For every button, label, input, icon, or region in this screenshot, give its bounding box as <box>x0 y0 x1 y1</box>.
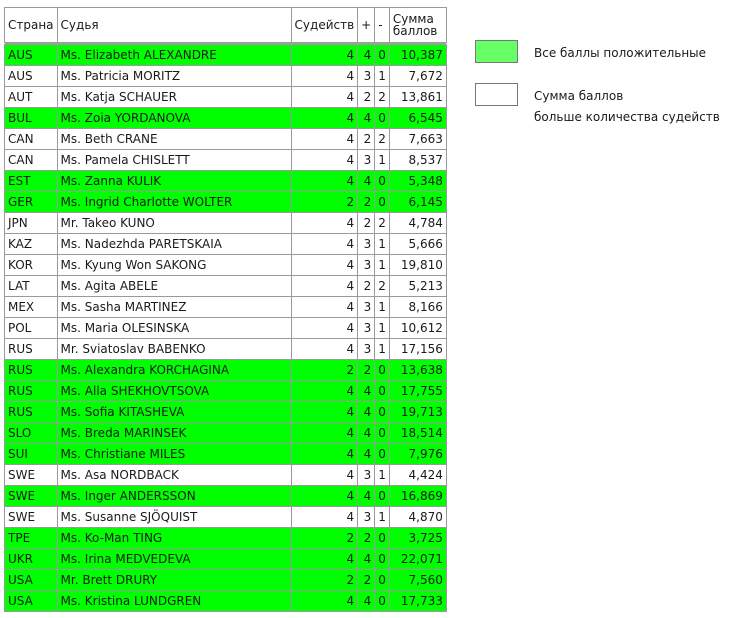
cell-country: CAN <box>5 150 58 171</box>
header-plus: + <box>358 8 375 43</box>
cell-plus: 4 <box>358 486 375 507</box>
table-row <box>5 318 447 339</box>
cell-judge: Ms. Elizabeth ALEXANDRE <box>57 45 291 66</box>
cell-count: 4 <box>291 486 358 507</box>
table-row <box>5 66 447 87</box>
cell-judge: Ms. Sofia KITASHEVA <box>57 402 291 423</box>
cell-judge: Ms. Susanne SJÖQUIST <box>57 507 291 528</box>
table-row <box>5 255 447 276</box>
table-row <box>5 381 447 402</box>
cell-minus: 0 <box>375 402 390 423</box>
cell-judge: Ms. Beth CRANE <box>57 129 291 150</box>
cell-minus: 0 <box>375 171 390 192</box>
header-judge: Судья <box>57 8 291 43</box>
legend-green-swatch <box>475 40 518 63</box>
cell-judge: Ms. Alexandra KORCHAGINA <box>57 360 291 381</box>
cell-judge: Ms. Agita ABELE <box>57 276 291 297</box>
cell-plus: 2 <box>358 213 375 234</box>
cell-sum: 6,145 <box>389 192 446 213</box>
cell-count: 4 <box>291 444 358 465</box>
cell-sum: 17,156 <box>389 339 446 360</box>
cell-count: 2 <box>291 528 358 549</box>
cell-judge: Mr. Sviatoslav BABENKO <box>57 339 291 360</box>
cell-plus: 4 <box>358 549 375 570</box>
cell-country: BUL <box>5 108 58 129</box>
cell-sum: 18,514 <box>389 423 446 444</box>
table-row <box>5 507 447 528</box>
cell-judge: Ms. Zanna KULIK <box>57 171 291 192</box>
cell-country: USA <box>5 591 58 612</box>
cell-minus: 0 <box>375 108 390 129</box>
cell-plus: 3 <box>358 465 375 486</box>
cell-country: SWE <box>5 465 58 486</box>
cell-plus: 2 <box>358 570 375 591</box>
cell-sum: 5,666 <box>389 234 446 255</box>
table-row <box>5 171 447 192</box>
cell-minus: 0 <box>375 423 390 444</box>
cell-minus: 2 <box>375 276 390 297</box>
cell-count: 4 <box>291 381 358 402</box>
cell-sum: 7,663 <box>389 129 446 150</box>
cell-country: KAZ <box>5 234 58 255</box>
cell-country: KOR <box>5 255 58 276</box>
cell-country: RUS <box>5 381 58 402</box>
cell-sum: 22,071 <box>389 549 446 570</box>
cell-plus: 4 <box>358 423 375 444</box>
legend-sum-text-line2: больше количества судейств <box>534 110 720 124</box>
cell-plus: 2 <box>358 276 375 297</box>
cell-judge: Ms. Alla SHEKHOVTSOVA <box>57 381 291 402</box>
cell-plus: 4 <box>358 108 375 129</box>
cell-minus: 1 <box>375 234 390 255</box>
cell-plus: 4 <box>358 381 375 402</box>
cell-plus: 3 <box>358 66 375 87</box>
cell-judge: Ms. Kristina LUNDGREN <box>57 591 291 612</box>
cell-plus: 3 <box>358 234 375 255</box>
cell-sum: 7,672 <box>389 66 446 87</box>
table-row <box>5 402 447 423</box>
cell-country: AUT <box>5 87 58 108</box>
cell-count: 4 <box>291 507 358 528</box>
cell-count: 4 <box>291 465 358 486</box>
cell-sum: 10,612 <box>389 318 446 339</box>
cell-plus: 3 <box>358 318 375 339</box>
cell-minus: 1 <box>375 465 390 486</box>
cell-count: 4 <box>291 150 358 171</box>
cell-count: 4 <box>291 423 358 444</box>
cell-country: SWE <box>5 507 58 528</box>
header-country: Страна <box>5 8 58 43</box>
table-row <box>5 465 447 486</box>
cell-country: JPN <box>5 213 58 234</box>
cell-judge: Ms. Irina MEDVEDEVA <box>57 549 291 570</box>
cell-plus: 2 <box>358 528 375 549</box>
cell-judge: Ms. Kyung Won SAKONG <box>57 255 291 276</box>
cell-minus: 1 <box>375 339 390 360</box>
cell-judge: Ms. Inger ANDERSSON <box>57 486 291 507</box>
cell-country: RUS <box>5 339 58 360</box>
legend-positive-text: Все баллы положительные <box>534 46 707 60</box>
cell-judge: Ms. Pamela CHISLETT <box>57 150 291 171</box>
cell-sum: 16,869 <box>389 486 446 507</box>
legend-sum-text-line1: Сумма баллов <box>534 89 624 103</box>
header-count: Судейств <box>291 8 358 43</box>
cell-plus: 2 <box>358 360 375 381</box>
cell-country: SUI <box>5 444 58 465</box>
cell-minus: 0 <box>375 381 390 402</box>
cell-country: LAT <box>5 276 58 297</box>
cell-minus: 1 <box>375 318 390 339</box>
cell-country: MEX <box>5 297 58 318</box>
table-row <box>5 423 447 444</box>
cell-judge: Ms. Asa NORDBACK <box>57 465 291 486</box>
cell-plus: 4 <box>358 402 375 423</box>
cell-country: EST <box>5 171 58 192</box>
table-row <box>5 297 447 318</box>
cell-country: AUS <box>5 66 58 87</box>
cell-minus: 0 <box>375 549 390 570</box>
table-row <box>5 129 447 150</box>
cell-sum: 19,810 <box>389 255 446 276</box>
cell-plus: 3 <box>358 150 375 171</box>
cell-judge: Ms. Christiane MILES <box>57 444 291 465</box>
cell-judge: Mr. Brett DRURY <box>57 570 291 591</box>
table-row <box>5 339 447 360</box>
table-row <box>5 549 447 570</box>
cell-count: 4 <box>291 276 358 297</box>
cell-country: RUS <box>5 360 58 381</box>
table-row <box>5 108 447 129</box>
cell-plus: 2 <box>358 192 375 213</box>
table-row <box>5 213 447 234</box>
cell-plus: 4 <box>358 591 375 612</box>
cell-count: 4 <box>291 234 358 255</box>
cell-judge: Ms. Breda MARINSEK <box>57 423 291 444</box>
cell-sum: 4,870 <box>389 507 446 528</box>
cell-judge: Ms. Patricia MORITZ <box>57 66 291 87</box>
cell-count: 4 <box>291 297 358 318</box>
cell-minus: 1 <box>375 66 390 87</box>
cell-judge: Ms. Sasha MARTINEZ <box>57 297 291 318</box>
cell-minus: 2 <box>375 87 390 108</box>
cell-minus: 2 <box>375 213 390 234</box>
cell-count: 4 <box>291 66 358 87</box>
cell-count: 4 <box>291 255 358 276</box>
cell-minus: 0 <box>375 486 390 507</box>
cell-count: 4 <box>291 318 358 339</box>
cell-country: UKR <box>5 549 58 570</box>
cell-country: AUS <box>5 45 58 66</box>
cell-plus: 3 <box>358 339 375 360</box>
table-row <box>5 87 447 108</box>
legend-white-swatch <box>475 83 518 106</box>
cell-country: USA <box>5 570 58 591</box>
cell-sum: 17,755 <box>389 381 446 402</box>
cell-sum: 13,861 <box>389 87 446 108</box>
cell-count: 2 <box>291 192 358 213</box>
table-row <box>5 570 447 591</box>
cell-country: GER <box>5 192 58 213</box>
cell-minus: 0 <box>375 360 390 381</box>
cell-sum: 19,713 <box>389 402 446 423</box>
cell-judge: Ms. Ingrid Charlotte WOLTER <box>57 192 291 213</box>
header-sum: Сумма баллов <box>389 8 446 43</box>
cell-minus: 1 <box>375 150 390 171</box>
cell-count: 4 <box>291 591 358 612</box>
table-row <box>5 360 447 381</box>
table-row <box>5 276 447 297</box>
cell-count: 2 <box>291 570 358 591</box>
cell-plus: 3 <box>358 297 375 318</box>
cell-plus: 4 <box>358 171 375 192</box>
cell-country: POL <box>5 318 58 339</box>
table-row <box>5 234 447 255</box>
cell-sum: 4,784 <box>389 213 446 234</box>
cell-sum: 4,424 <box>389 465 446 486</box>
cell-sum: 10,387 <box>389 45 446 66</box>
cell-plus: 3 <box>358 255 375 276</box>
cell-sum: 8,166 <box>389 297 446 318</box>
cell-count: 4 <box>291 213 358 234</box>
cell-sum: 7,560 <box>389 570 446 591</box>
header-row <box>5 8 447 43</box>
cell-sum: 5,213 <box>389 276 446 297</box>
cell-count: 4 <box>291 108 358 129</box>
cell-count: 4 <box>291 45 358 66</box>
cell-count: 2 <box>291 360 358 381</box>
cell-minus: 2 <box>375 129 390 150</box>
cell-country: RUS <box>5 402 58 423</box>
cell-minus: 1 <box>375 255 390 276</box>
cell-judge: Ms. Maria OLESINSKA <box>57 318 291 339</box>
cell-country: SWE <box>5 486 58 507</box>
cell-country: TPE <box>5 528 58 549</box>
cell-count: 4 <box>291 549 358 570</box>
cell-sum: 17,733 <box>389 591 446 612</box>
cell-judge: Ms. Ko-Man TING <box>57 528 291 549</box>
cell-minus: 0 <box>375 444 390 465</box>
cell-plus: 2 <box>358 129 375 150</box>
table-row <box>5 528 447 549</box>
cell-country: CAN <box>5 129 58 150</box>
cell-sum: 5,348 <box>389 171 446 192</box>
cell-sum: 3,725 <box>389 528 446 549</box>
cell-minus: 0 <box>375 528 390 549</box>
cell-plus: 4 <box>358 45 375 66</box>
cell-country: SLO <box>5 423 58 444</box>
cell-minus: 0 <box>375 45 390 66</box>
table-row <box>5 444 447 465</box>
table-row <box>5 486 447 507</box>
cell-sum: 7,976 <box>389 444 446 465</box>
header-minus: - <box>375 8 390 43</box>
table-row <box>5 45 447 66</box>
judges-table <box>4 7 447 612</box>
cell-sum: 6,545 <box>389 108 446 129</box>
cell-minus: 0 <box>375 570 390 591</box>
table-row <box>5 192 447 213</box>
cell-plus: 2 <box>358 87 375 108</box>
cell-judge: Ms. Nadezhda PARETSKAIA <box>57 234 291 255</box>
cell-minus: 0 <box>375 591 390 612</box>
cell-count: 4 <box>291 171 358 192</box>
cell-count: 4 <box>291 87 358 108</box>
cell-minus: 1 <box>375 507 390 528</box>
cell-count: 4 <box>291 129 358 150</box>
cell-count: 4 <box>291 339 358 360</box>
cell-minus: 1 <box>375 297 390 318</box>
cell-judge: Ms. Katja SCHAUER <box>57 87 291 108</box>
cell-sum: 13,638 <box>389 360 446 381</box>
cell-judge: Mr. Takeo KUNO <box>57 213 291 234</box>
cell-judge: Ms. Zoia YORDANOVA <box>57 108 291 129</box>
cell-minus: 0 <box>375 192 390 213</box>
cell-plus: 4 <box>358 444 375 465</box>
cell-count: 4 <box>291 402 358 423</box>
cell-sum: 8,537 <box>389 150 446 171</box>
cell-plus: 3 <box>358 507 375 528</box>
table-row <box>5 150 447 171</box>
table-row <box>5 591 447 612</box>
